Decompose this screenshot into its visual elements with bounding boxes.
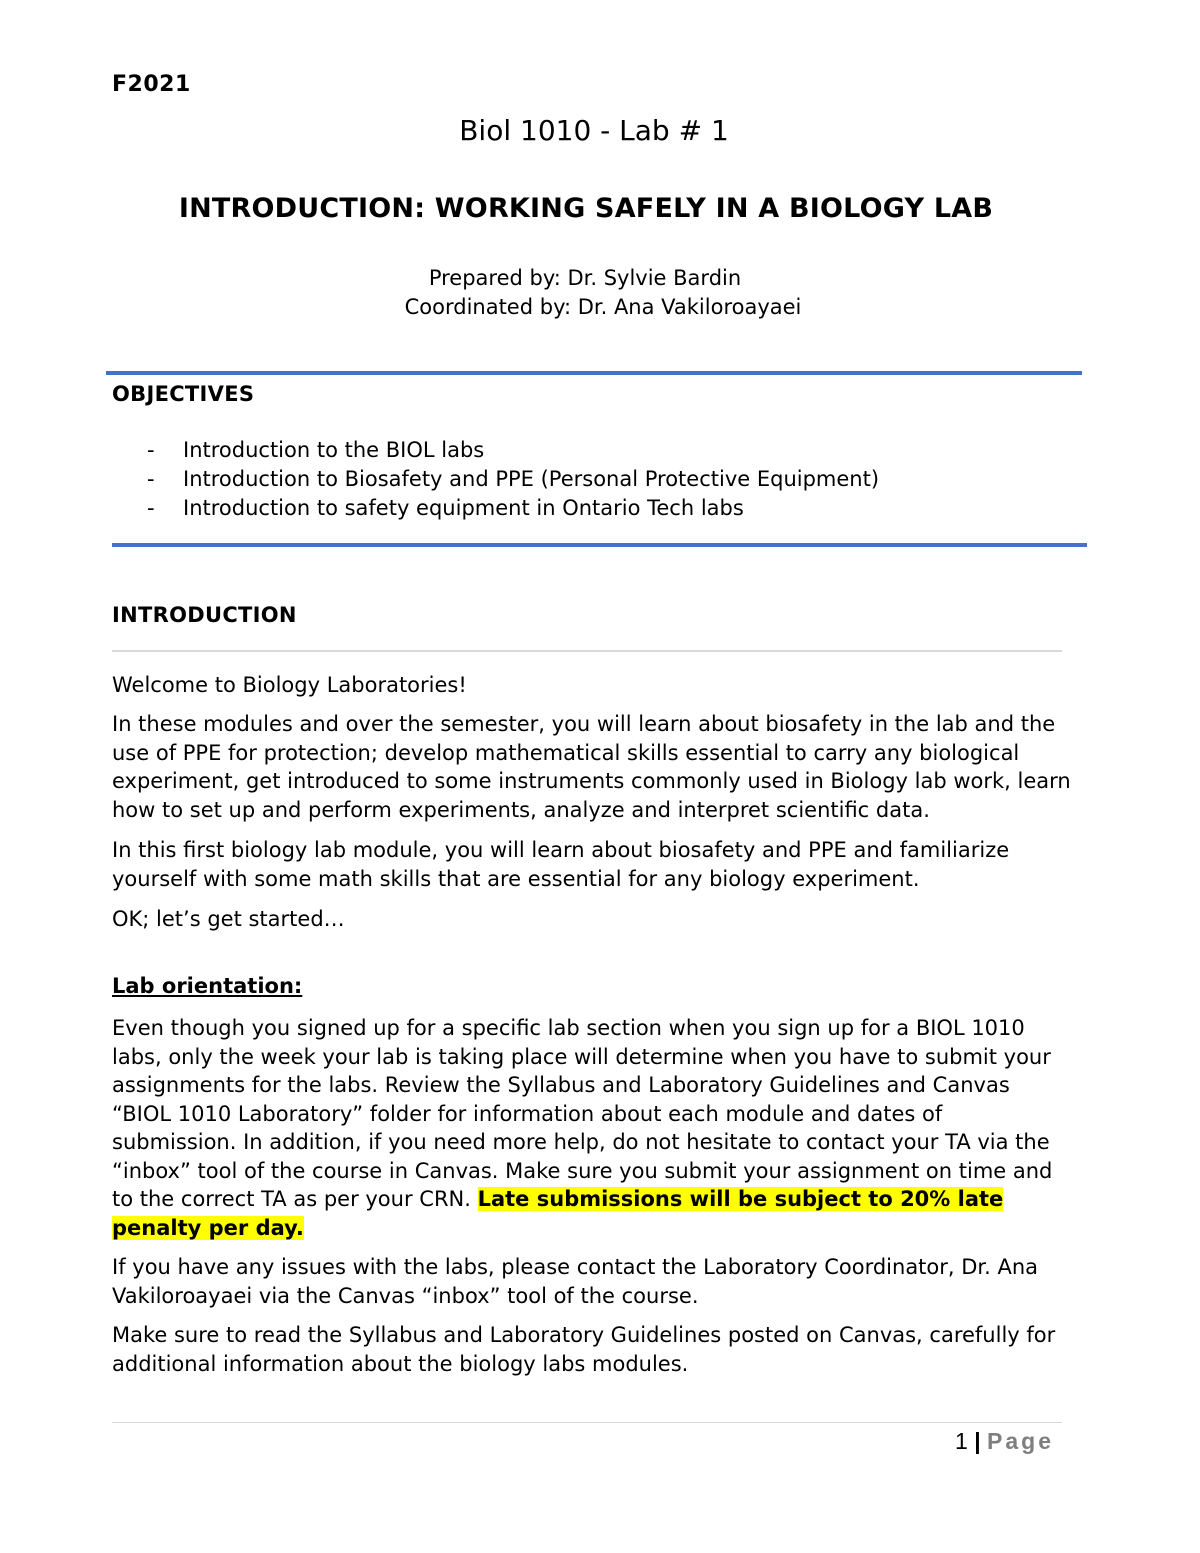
objective-text: Introduction to safety equipment in Ontario Tech labs [183,496,744,520]
late-penalty-highlight: Late submissions will be subject to 20% late penalty per day. [112,1187,1004,1240]
lab-orientation-paragraph [112,1014,1072,1242]
objectives-heading: OBJECTIVES [112,382,255,406]
objectives-bottom-divider [112,543,1087,547]
footer-divider [112,1422,1062,1423]
bullet-dash: - [147,496,155,520]
bullet-dash: - [147,467,155,491]
first-module-paragraph: In this first biology lab module, you will learn about biosafety and PPE and familiarize yourself with some math skills that are essential for any biology experiment. [112,838,1010,891]
prepared-by: Prepared by: Dr. Sylvie Bardin [428,266,742,290]
lab-orientation-text: Even though you signed up for a specific lab section when you sign up for a BIOL 1010 labs, only the week your lab is taking place will determine when you have to submit your assignments for the labs. Review the Syllabus and Laboratory Guidelines and Canvas “BIOL 1010 Laboratory” folder for information about each module and dates of submission. In addition, if you need more help, do not hesitate to contact your TA via the “inbox” tool of the course in Canvas. Make sure you submit your assignment on time and to the correct TA as per your CRN. [112,1016,1053,1211]
course-title: Biol 1010 - Lab # 1 [459,114,729,147]
page-footer [900,1428,1054,1455]
read-guidelines-paragraph: Make sure to read the Syllabus and Laboratory Guidelines posted on Canvas, carefully for additional information about the biology labs modules. [112,1323,1056,1376]
coordinated-by: Coordinated by: Dr. Ana Vakiloroayaei [404,295,802,319]
get-started-paragraph: OK; let’s get started… [112,907,345,931]
objectives-list [112,436,879,523]
page-separator: | [974,1428,981,1454]
welcome-paragraph: Welcome to Biology Laboratories! [112,673,467,697]
list-item [112,436,879,465]
document-code: F2021 [112,72,191,97]
page-title: INTRODUCTION: WORKING SAFELY IN A BIOLOGY LAB [178,193,994,224]
page-number: 1 [955,1428,968,1454]
objective-text: Introduction to the BIOL labs [183,438,485,462]
objectives-top-divider [106,371,1082,375]
introduction-heading: INTRODUCTION [112,603,297,627]
list-item [112,494,879,523]
list-item [112,465,879,494]
modules-paragraph: In these modules and over the semester, you will learn about biosafety in the lab and the use of PPE for protection; develop mathematical skills essential to carry any biological experiment, get introduced to some instruments commonly used in Biology lab work, learn how to set up and perform experiments, analyze and interpret scientific data. [112,712,1071,822]
objective-text: Introduction to Biosafety and PPE (Personal Protective Equipment) [183,467,880,491]
bullet-dash: - [147,438,155,462]
lab-orientation-heading: Lab orientation: [112,974,303,998]
introduction-divider [112,650,1062,652]
issues-paragraph: If you have any issues with the labs, please contact the Laboratory Coordinator, Dr. Ana Vakiloroayaei via the Canvas “inbox” tool of the course. [112,1255,1039,1308]
page-label: Page [987,1428,1054,1454]
